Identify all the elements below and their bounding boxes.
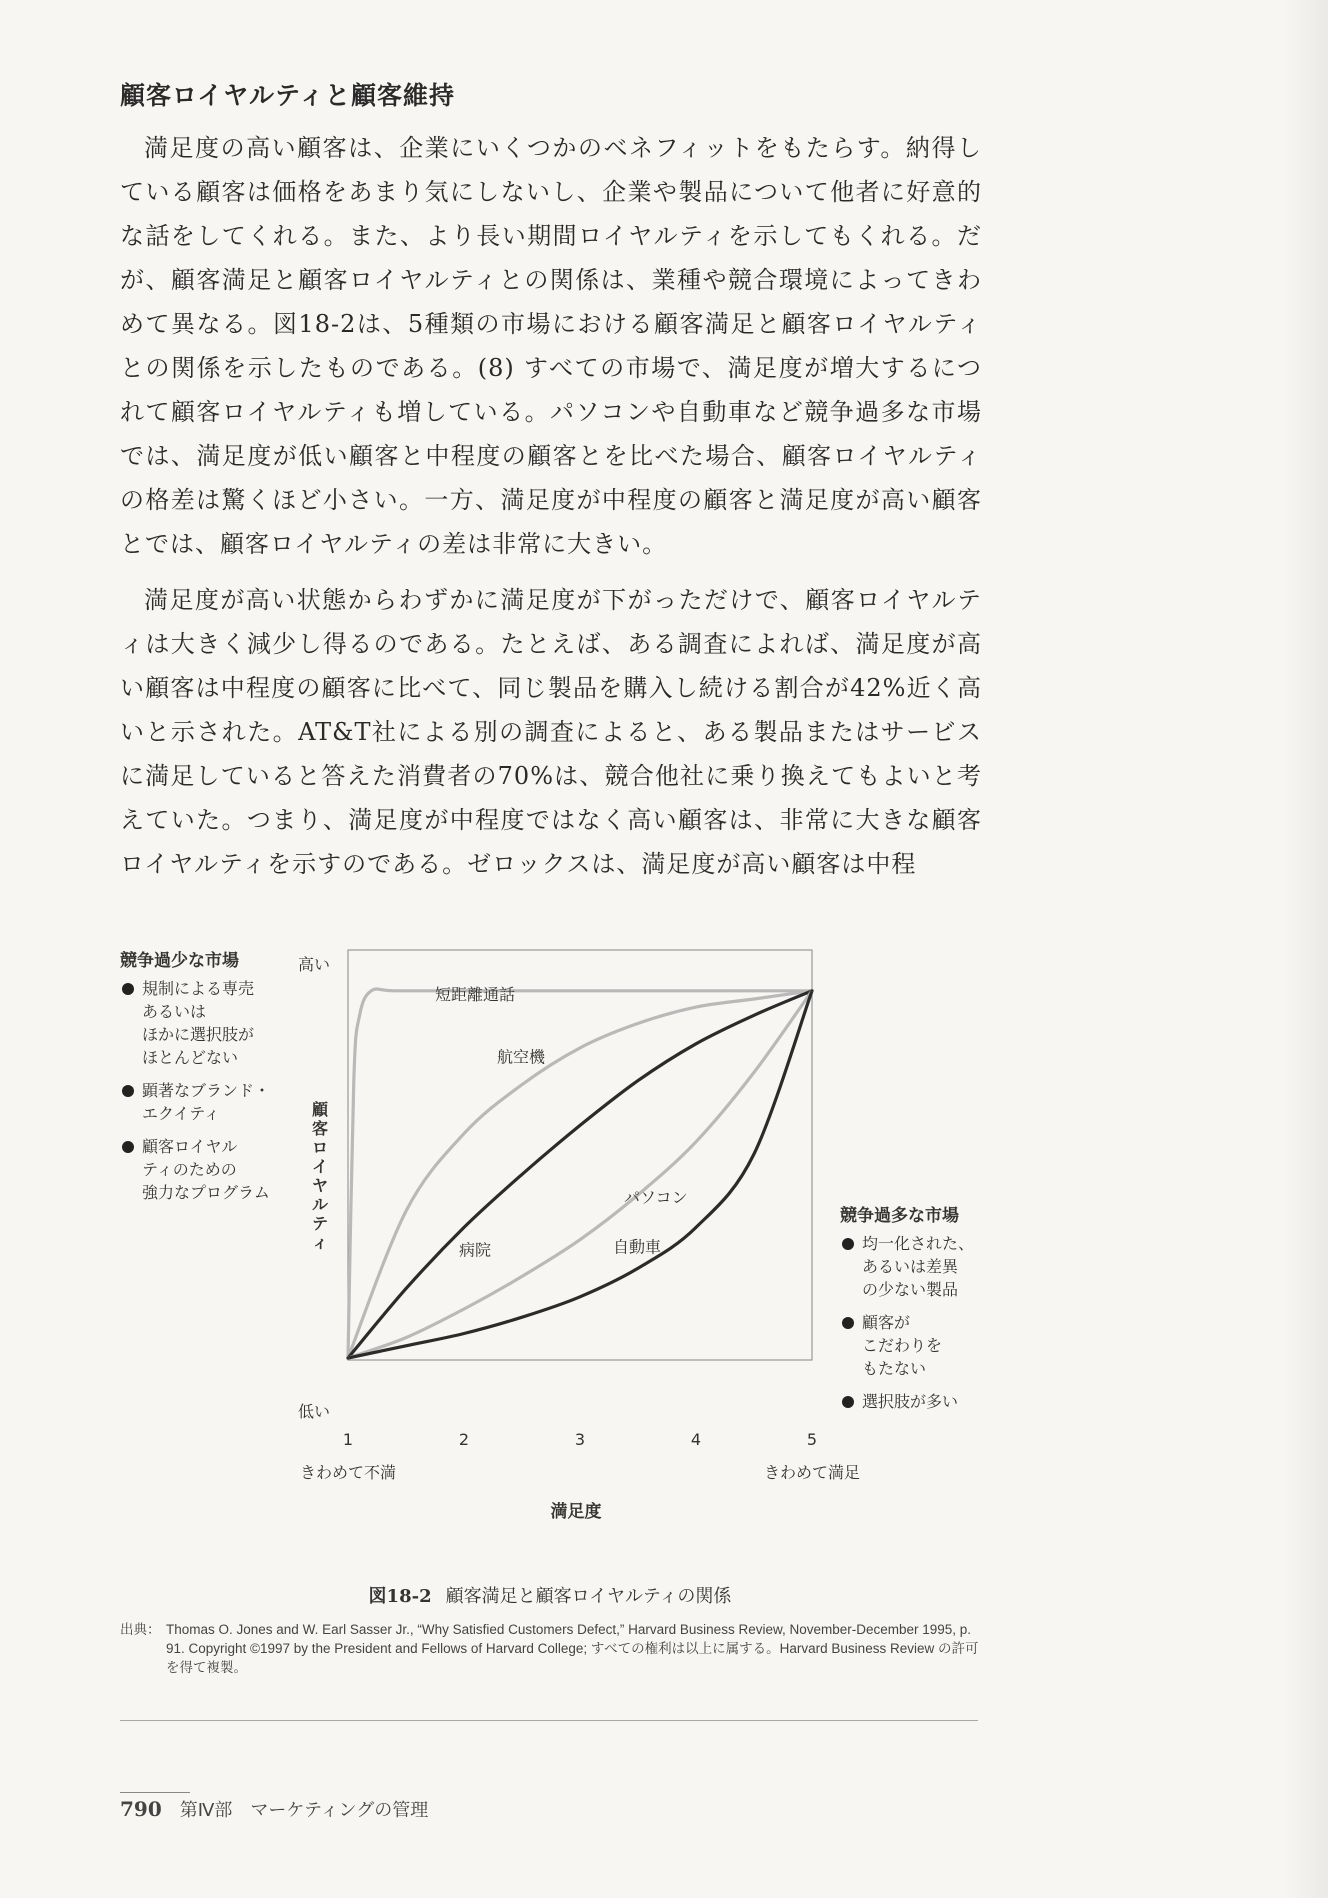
data-point <box>753 1071 755 1073</box>
series-line <box>348 991 812 1358</box>
data-point <box>579 1047 581 1049</box>
y-low-label: 低い <box>298 1402 331 1421</box>
data-point <box>753 1014 755 1016</box>
data-point <box>753 998 755 1000</box>
data-point <box>463 1332 465 1334</box>
data-point <box>811 990 813 992</box>
data-point <box>579 1124 581 1126</box>
data-point <box>405 1336 407 1338</box>
x-tick-label: 2 <box>458 1430 470 1449</box>
data-point <box>695 1006 697 1008</box>
data-point <box>579 990 581 992</box>
series-label: 自動車 <box>613 1237 662 1257</box>
series-label: 短距離通話 <box>435 985 516 1004</box>
high-competition-title: 競争過多な市場 <box>840 1206 959 1226</box>
source-text: Thomas O. Jones and W. Earl Sasser Jr., “Why Satisfied Customers Defect,” Harvard Business Review, November-December 1995, p. 91. Copyright ©1997 by the President and Fellows of Harvard College; すべての権利は以上に属する。Harvard Business Review の許可を得て複製。 <box>166 1622 979 1675</box>
high-competition-notes <box>840 1205 990 1423</box>
x-low-label: きわめて不満 <box>299 1463 397 1482</box>
data-point <box>463 1308 465 1310</box>
satisfaction-loyalty-chart <box>280 940 861 1525</box>
high-competition-item: 均一化された、 あるいは差異 の少ない製品 <box>840 1232 990 1301</box>
data-point <box>405 1210 407 1212</box>
data-point <box>353 1079 355 1081</box>
series-label: 航空機 <box>497 1047 546 1067</box>
data-point <box>347 1357 349 1359</box>
data-point <box>637 1267 639 1269</box>
data-point <box>405 1287 407 1289</box>
section-heading: 顧客ロイヤルティと顧客維持 <box>120 81 456 110</box>
page-number: 790 <box>120 1797 162 1821</box>
series-layer <box>348 989 812 1358</box>
data-point <box>695 1226 697 1228</box>
paragraph-2: 満足度が高い状態からわずかに満足度が下がっただけで、顧客ロイヤルティは大きく減少し得るのである。たとえば、ある調査によれば、満足度が高い顧客は中程度の顧客に比べて、同じ製品を購入し続ける割合が42%近く高いと示された。AT&T社による別の調査によると、ある製品またはサービスに満足していると答えた消費者の70%は、競合他社に乗り換えてもよいと考えていた。つまり、満足度が中程度ではなく高い顧客は、非常に大きな顧客ロイヤルティを示すのである。ゼロックスは、満足度が高い顧客は中程 <box>120 586 982 878</box>
data-point <box>521 1316 523 1318</box>
x-tick-label: 3 <box>574 1430 586 1449</box>
data-point <box>463 1132 465 1134</box>
part-title: 第Ⅳ部 マーケティングの管理 <box>179 1800 429 1821</box>
data-point <box>393 990 395 992</box>
y-axis-title: 顧客ロイヤルティ <box>311 1100 329 1252</box>
high-competition-item: 選択肢が多い <box>840 1390 990 1413</box>
data-point <box>370 990 372 992</box>
data-point <box>637 1022 639 1024</box>
page-edge-shadow <box>1282 0 1328 1898</box>
y-high-label: 高い <box>298 955 331 974</box>
paragraph-1: 満足度の高い顧客は、企業にいくつかのベネフィットをもたらす。納得している顧客は価格をあまり気にしないし、企業や製品について他者に好意的な話をしてくれる。また、より長い期間ロイヤルティを示してもくれる。だが、顧客満足と顧客ロイヤルティとの関係は、業種や競合環境によってきわめて異なる。図18-2は、5種類の市場における顧客満足と顧客ロイヤルティとの関係を示したものである。(8) すべての市場で、満足度が増大するにつれて顧客ロイヤルティも増している。パソコンや自動車など競争過多な市場では、満足度が低い顧客と中程度の顧客とを比べた場合、顧客ロイヤルティの格差は驚くほど小さい。一方、満足度が中程度の顧客と満足度が高い顧客とでは、顧客ロイヤルティの差は非常に大きい。 <box>120 134 982 558</box>
x-tick-label: 4 <box>690 1430 702 1449</box>
low-competition-title: 競争過少な市場 <box>120 951 239 971</box>
figure-number: 図18-2 <box>368 1586 432 1607</box>
data-point <box>463 1226 465 1228</box>
data-point <box>358 1014 360 1016</box>
low-competition-item: 規制による専売 あるいは ほかに選択肢が ほとんどない <box>120 977 290 1069</box>
data-point <box>521 1173 523 1175</box>
low-competition-notes <box>120 950 290 1214</box>
data-point <box>521 1275 523 1277</box>
data-point <box>695 1043 697 1045</box>
low-competition-item: 顧客ロイヤル ティのための 強力なプログラム <box>120 1135 290 1204</box>
footer-divider <box>120 1792 190 1793</box>
x-tick-label: 1 <box>342 1430 354 1449</box>
low-competition-item: 顕著なブランド・ エクイティ <box>120 1079 290 1125</box>
high-competition-item: 顧客が こだわりを もたない <box>840 1311 990 1380</box>
data-point <box>579 1239 581 1241</box>
x-tick-layer <box>343 1430 817 1449</box>
data-point <box>405 1345 407 1347</box>
series-label: パソコン <box>624 1187 688 1207</box>
data-point <box>753 1153 755 1155</box>
data-point <box>695 1141 697 1143</box>
divider <box>120 1720 978 1721</box>
x-high-label: きわめて満足 <box>763 1463 861 1482</box>
figure-caption <box>120 1582 980 1608</box>
series-label: 病院 <box>459 1240 492 1260</box>
data-point <box>695 990 697 992</box>
page-footer <box>120 1796 428 1822</box>
source-note <box>120 1620 980 1677</box>
source-label: 出典： <box>120 1622 161 1637</box>
figure-title: 顧客満足と顧客ロイヤルティの関係 <box>445 1586 732 1607</box>
x-tick-label: 5 <box>806 1430 818 1449</box>
data-point <box>521 1083 523 1085</box>
x-axis-title: 満足度 <box>550 1502 602 1522</box>
data-point <box>579 1296 581 1298</box>
data-point <box>637 1079 639 1081</box>
